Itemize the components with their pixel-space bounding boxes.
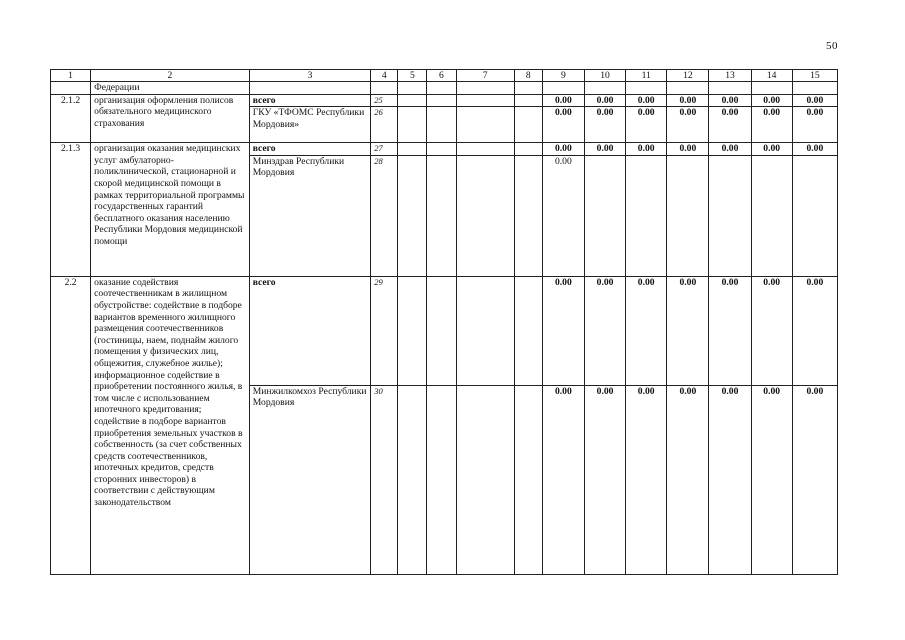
table-cell — [427, 94, 456, 107]
row-code: 29 — [371, 276, 398, 385]
row-code: 30 — [371, 385, 398, 574]
table-cell — [427, 82, 456, 95]
col-header-9: 9 — [542, 70, 584, 82]
table-cell — [584, 155, 625, 276]
table-cell — [514, 276, 542, 385]
row-code: 28 — [371, 155, 398, 276]
federation-continuation: Федерации — [91, 82, 250, 95]
item-number: 2.2 — [51, 276, 91, 574]
table-cell — [427, 155, 456, 276]
value-cell: 0.00 — [709, 276, 751, 385]
table-cell — [514, 385, 542, 574]
table-cell — [751, 155, 792, 276]
value-cell: 0.00 — [792, 276, 837, 385]
table-cell — [51, 82, 91, 95]
col-header-6: 6 — [427, 70, 456, 82]
table-row — [51, 276, 838, 385]
item-name: организация оформления полисов обязательного медицинского страхования — [91, 94, 250, 143]
value-cell: 0.00 — [584, 385, 625, 574]
col-header-1: 1 — [51, 70, 91, 82]
value-cell: 0.00 — [792, 94, 837, 107]
table-cell — [427, 385, 456, 574]
table-cell — [398, 155, 427, 276]
table-cell — [709, 82, 751, 95]
table-cell — [514, 107, 542, 143]
value-cell: 0.00 — [709, 94, 751, 107]
table-cell — [398, 82, 427, 95]
executor: ГКУ «ТФОМС Республики Мордовия» — [249, 107, 370, 143]
table-cell — [249, 82, 370, 95]
table-cell — [456, 276, 514, 385]
value-cell: 0.00 — [751, 276, 792, 385]
row-code: 27 — [371, 143, 398, 156]
value-cell: 0.00 — [667, 107, 709, 143]
table-cell — [456, 82, 514, 95]
value-cell: 0.00 — [584, 143, 625, 156]
table-cell — [542, 82, 584, 95]
table-cell — [456, 143, 514, 156]
value-cell: 0.00 — [584, 276, 625, 385]
item-name-part2: информационное содействие в приобретении постоянного жилья, в том числе с использованием ипотечного кредитования; содействие в подборе вариантов приобретения земельных участков в собственность (за счет собственных средств соотечественников, ипотечных кредитов, средств сторонних инвесторов) в соответствии с действующим законодательством — [94, 369, 243, 509]
item-number: 2.1.2 — [51, 94, 91, 143]
item-name: организация оказания медицинских услуг амбулаторно-поликлинической, стационарной и скорой медицинской помощи в рамках территориальной программы государственных гарантий бесплатного оказания населению Республики Мордовия медицинской помощи — [91, 143, 250, 277]
page-number: 50 — [826, 40, 838, 52]
col-header-13: 13 — [709, 70, 751, 82]
col-header-3: 3 — [249, 70, 370, 82]
table-cell — [792, 155, 837, 276]
table-cell — [427, 276, 456, 385]
value-cell: 0.00 — [542, 94, 584, 107]
value-cell: 0.00 — [709, 143, 751, 156]
table-cell — [751, 82, 792, 95]
table-cell — [398, 385, 427, 574]
table-cell — [626, 155, 667, 276]
table-cell — [371, 82, 398, 95]
col-header-10: 10 — [584, 70, 625, 82]
value-cell: 0.00 — [751, 143, 792, 156]
value-cell: 0.00 — [751, 94, 792, 107]
table-cell — [514, 82, 542, 95]
table-cell — [456, 107, 514, 143]
table-cell — [427, 107, 456, 143]
header-row — [51, 70, 838, 82]
table-cell — [514, 143, 542, 156]
value-cell: 0.00 — [709, 385, 751, 574]
executor: Минздрав Республики Мордовия — [249, 155, 370, 276]
table-cell — [792, 82, 837, 95]
value-cell: 0.00 — [626, 276, 667, 385]
col-header-4: 4 — [371, 70, 398, 82]
table-cell — [456, 385, 514, 574]
table-cell — [427, 143, 456, 156]
table-cell — [398, 107, 427, 143]
value-cell: 0.00 — [626, 107, 667, 143]
table-cell — [514, 94, 542, 107]
executor: всего — [249, 94, 370, 107]
col-header-14: 14 — [751, 70, 792, 82]
executor: всего — [249, 143, 370, 156]
table-cell — [398, 276, 427, 385]
col-header-12: 12 — [667, 70, 709, 82]
col-header-2: 2 — [91, 70, 250, 82]
table-cell — [584, 82, 625, 95]
value-cell: 0.00 — [667, 143, 709, 156]
value-cell: 0.00 — [542, 107, 584, 143]
table-cell — [398, 94, 427, 107]
value-cell: 0.00 — [667, 94, 709, 107]
col-header-5: 5 — [398, 70, 427, 82]
table-cell — [456, 155, 514, 276]
executor: Минжилкомхоз Республики Мордовия — [249, 385, 370, 574]
col-header-15: 15 — [792, 70, 837, 82]
value-cell: 0.00 — [751, 107, 792, 143]
value-cell: 0.00 — [792, 143, 837, 156]
table-cell — [667, 82, 709, 95]
table-cell — [626, 82, 667, 95]
col-header-11: 11 — [626, 70, 667, 82]
item-name — [91, 276, 250, 574]
value-cell: 0.00 — [542, 143, 584, 156]
value-cell: 0.00 — [709, 107, 751, 143]
value-cell: 0.00 — [792, 385, 837, 574]
value-cell: 0.00 — [626, 143, 667, 156]
row-code: 26 — [371, 107, 398, 143]
value-cell: 0.00 — [584, 107, 625, 143]
value-cell: 0.00 — [626, 385, 667, 574]
value-cell: 0.00 — [667, 385, 709, 574]
row-code: 25 — [371, 94, 398, 107]
executor: всего — [249, 276, 370, 385]
table-cell — [667, 155, 709, 276]
table-cell — [456, 94, 514, 107]
col-header-7: 7 — [456, 70, 514, 82]
value-cell: 0.00 — [542, 155, 584, 276]
table-row — [51, 94, 838, 107]
value-cell: 0.00 — [584, 94, 625, 107]
table-row — [51, 82, 838, 95]
table-cell — [398, 143, 427, 156]
value-cell: 0.00 — [626, 94, 667, 107]
table-cell — [709, 155, 751, 276]
col-header-8: 8 — [514, 70, 542, 82]
item-name-part1: оказание содействия соотечественникам в жилищном обустройстве: содействие в подборе вариантов временного жилищного размещения соотечественников (гостиницы, наем, поднайм жилого помещения у физических лиц, общежития, служебное жилье); — [94, 276, 242, 369]
table-row — [51, 143, 838, 156]
value-cell: 0.00 — [667, 276, 709, 385]
table-cell — [514, 155, 542, 276]
budget-table — [50, 69, 838, 575]
value-cell: 0.00 — [751, 385, 792, 574]
value-cell: 0.00 — [792, 107, 837, 143]
value-cell: 0.00 — [542, 276, 584, 385]
value-cell: 0.00 — [542, 385, 584, 574]
item-number: 2.1.3 — [51, 143, 91, 277]
